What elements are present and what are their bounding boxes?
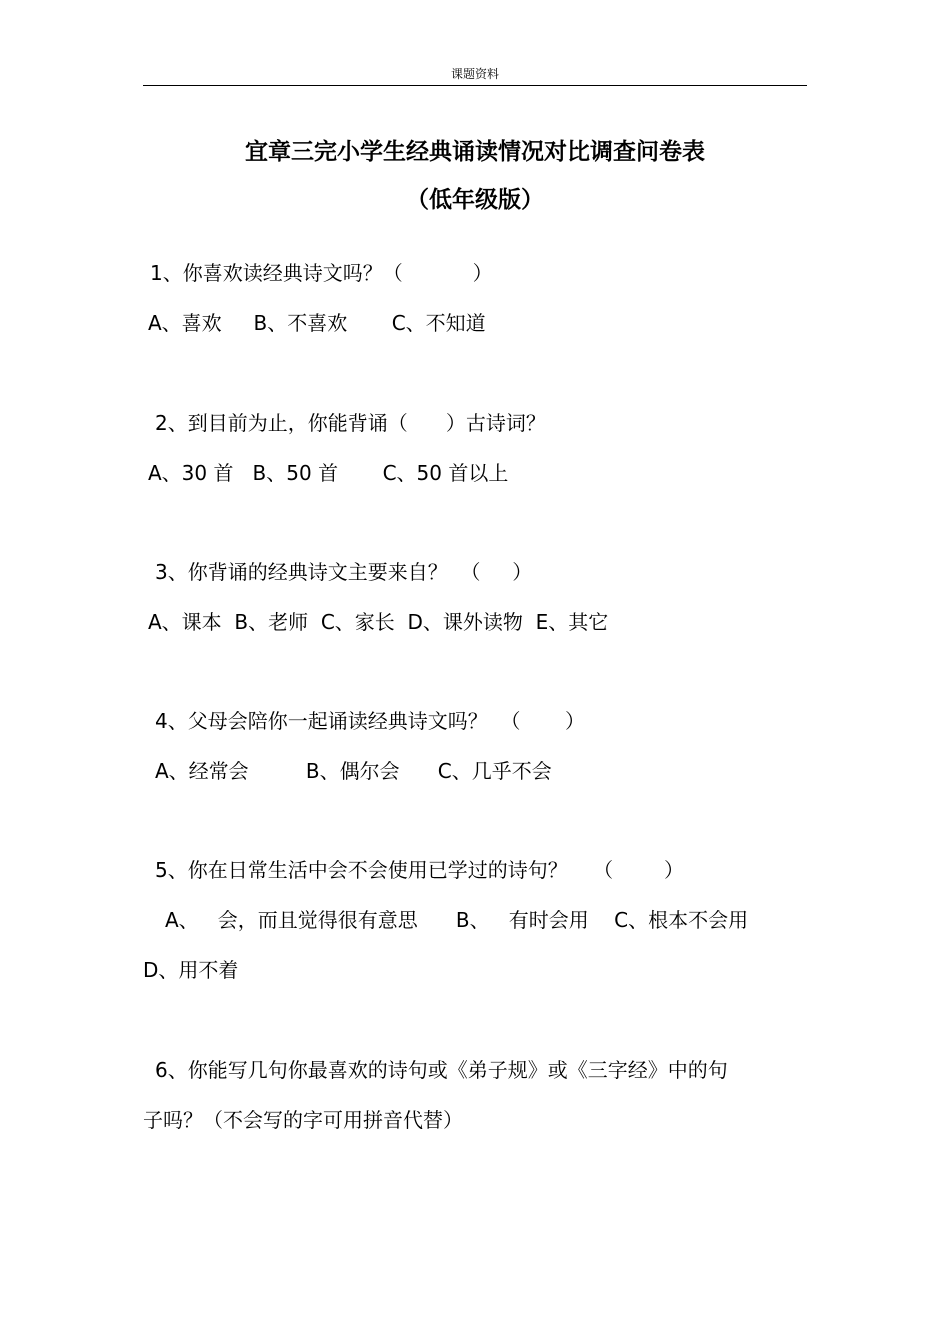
question-options: A、经常会 B、偶尔会 C、几乎不会 <box>155 759 552 783</box>
header-text: 课题资料 <box>450 67 499 81</box>
question-text: 3、你背诵的经典诗文主要来自？ （ ） <box>155 560 533 584</box>
document-title: 宜章三完小学生经典诵读情况对比调查问卷表 <box>245 138 705 165</box>
question-options: A、 会，而且觉得很有意思 B、 有时会用 C、根本不会用 <box>165 908 749 932</box>
question-text: 5、你在日常生活中会不会使用已学过的诗句？ （ ） <box>155 858 685 882</box>
question-text: 4、父母会陪你一起诵读经典诗文吗？ （ ） <box>155 709 585 733</box>
question-options: A、喜欢 B、不喜欢 C、不知道 <box>148 311 486 335</box>
question-options: A、30 首 B、50 首 C、50 首以上 <box>148 461 509 485</box>
question-text-continued: 子吗？（不会写的字可用拼音代替） <box>143 1108 463 1132</box>
document-subtitle: （低年级版） <box>406 186 544 213</box>
question-options: A、课本 B、老师 C、家长 D、课外读物 E、其它 <box>148 610 609 634</box>
question-text: 2、到目前为止，你能背诵（ ）古诗词？ <box>155 411 546 435</box>
question-text: 6、你能写几句你最喜欢的诗句或《弟子规》或《三字经》中的句 <box>155 1058 728 1082</box>
header-rule <box>143 85 807 86</box>
question-text: 1、你喜欢读经典诗文吗？（ ） <box>150 261 493 285</box>
question-options-continued: D、用不着 <box>143 958 239 982</box>
